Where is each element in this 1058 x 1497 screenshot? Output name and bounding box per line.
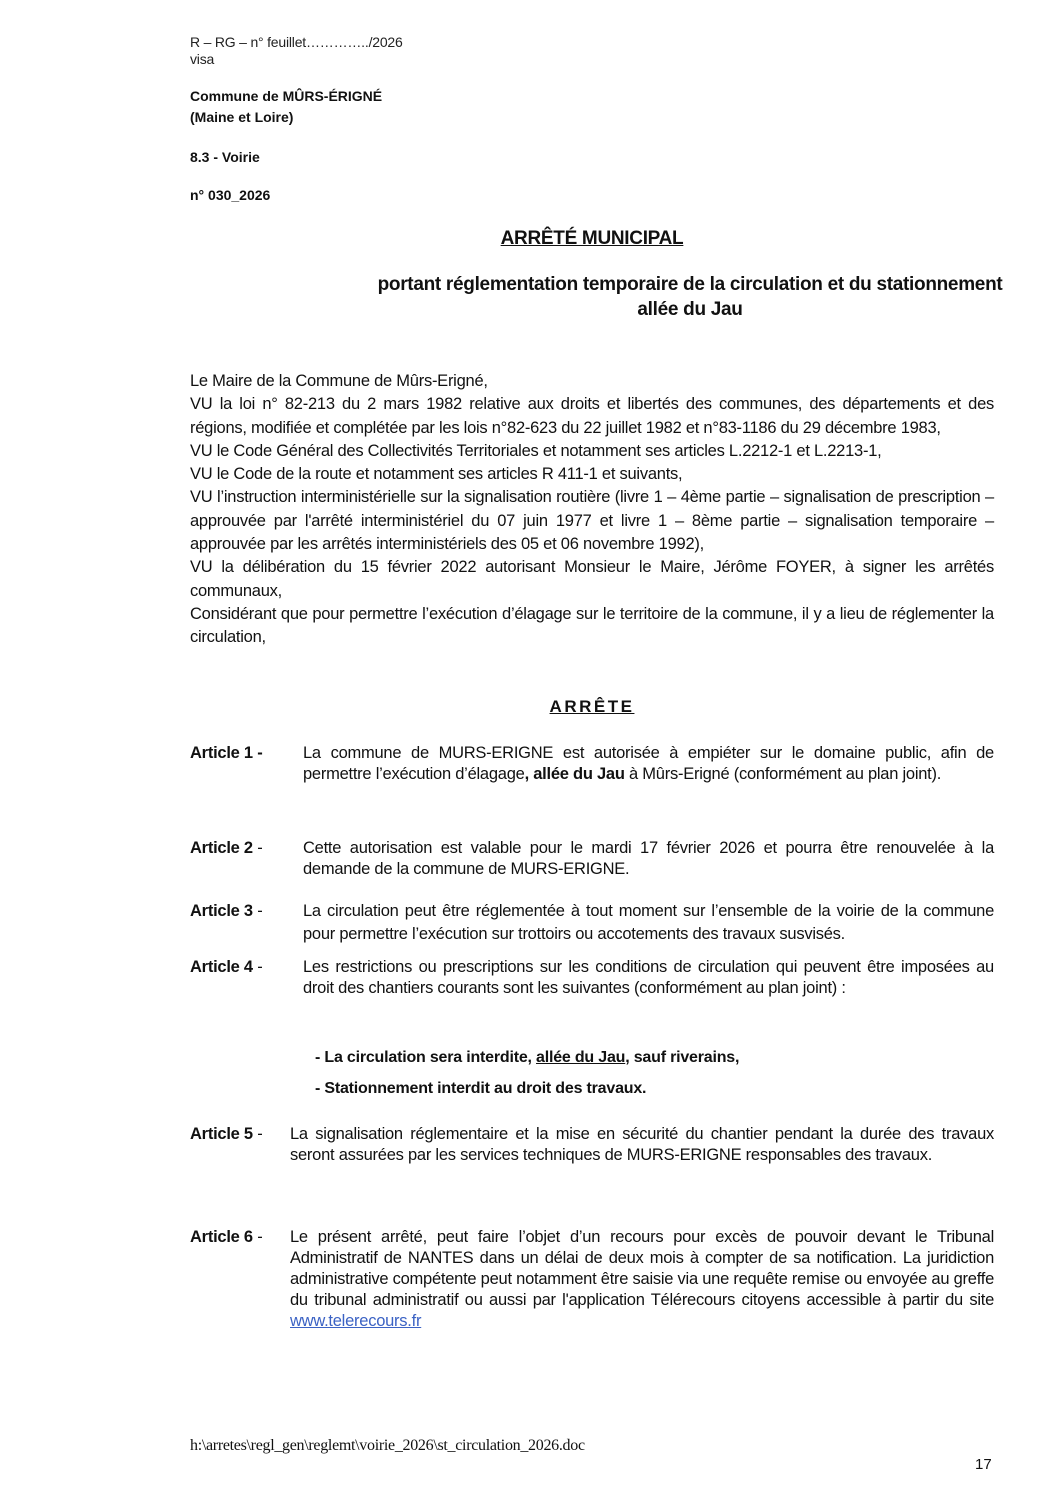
restriction-item	[315, 1049, 739, 1067]
article-text-part: Le présent arrêté, peut faire l’objet d’un recours pour excès de pouvoir devant le Tribunal Administratif de NANTES dans un délai de deux mois à compter de sa notification. La juridiction administrative compétente peut notamment être saisie via une requête remise ou envoyée au greffe du tribunal administratif ou aussi par l'application Télérecours citoyens accessible à partir du site	[290, 1228, 994, 1309]
preamble-line: VU l’instruction interministérielle sur la signalisation routière (livre 1 – 4ème partie – signalisation de prescription – approuvée par l'arrêté interministériel du 07 juin 1977 et livre 1 – 8ème partie – signalisation temporaire – approuvée par les arrêtés interministériels des 05 et 06 novembre 1992),	[190, 488, 994, 554]
article-label-text: Article 6	[190, 1228, 253, 1246]
article-label-text: Article 4	[190, 958, 253, 976]
article-label	[190, 1124, 262, 1145]
restriction-text: - Stationnement interdit au droit des travaux.	[315, 1080, 647, 1097]
subtitle-line-1: portant réglementation temporaire de la circulation et du stationnement	[377, 274, 1003, 295]
article-5	[190, 1124, 994, 1166]
registry-header	[190, 34, 403, 68]
document-subtitle	[190, 272, 1058, 322]
arrete-number: n° 030_2026	[190, 187, 271, 203]
article-label	[190, 838, 262, 859]
article-label	[190, 1227, 262, 1248]
preamble-line: VU le Code de la route et notamment ses articles R 411-1 et suivants,	[190, 465, 683, 484]
preamble	[190, 370, 994, 650]
registry-line: R – RG – n° feuillet…………../2026	[190, 34, 403, 50]
preamble-line: VU la loi n° 82-213 du 2 mars 1982 relative aux droits et libertés des communes, des départements et des régions, modifiée et complétée par les lois n°82-623 du 22 juillet 1982 et n°83-1186 du 29 décembre 1983,	[190, 395, 994, 437]
preamble-line: VU le Code Général des Collectivités Territoriales et notamment ses articles L.2212-1 et L.2213-1,	[190, 441, 882, 460]
article-text-part: La commune de MURS-ERIGNE est autorisée à empiéter sur le domaine public, afin de permettre l’exécution d’élagage	[303, 744, 994, 783]
preamble-line: VU la délibération du 15 février 2022 autorisant Monsieur le Maire, Jérôme FOYER, à signer les arrêtés communaux,	[190, 558, 994, 600]
article-text: Cette autorisation est valable pour le mardi 17 février 2026 et pourra être renouvelée à la demande de la commune de MURS-ERIGNE.	[303, 839, 994, 878]
restriction-text: , sauf riverains,	[625, 1049, 740, 1066]
article-text: La signalisation réglementaire et la mise en sécurité du chantier pendant la durée des travaux seront assurées par les services techniques de MURS-ERIGNE responsables des travaux.	[290, 1125, 994, 1164]
article-label-text: Article 2	[190, 839, 253, 857]
page-number: 17	[975, 1456, 992, 1473]
street-name-bold: , allée du Jau	[524, 765, 625, 783]
commune-block	[190, 86, 382, 128]
article-1	[190, 743, 994, 785]
article-6	[190, 1227, 994, 1332]
article-text-part: à Mûrs-Erigné (conformément au plan joint).	[624, 765, 942, 783]
department-name: (Maine et Loire)	[190, 109, 294, 125]
article-text: La circulation peut être réglementée à tout moment sur l’ensemble de la voirie de la commune pour permettre l’exécution sur trottoirs ou accotements des travaux susvisés.	[303, 902, 994, 943]
arrete-heading: ARRÊTE	[549, 697, 635, 716]
restriction-text: - La circulation sera interdite,	[315, 1049, 537, 1066]
article-text	[303, 743, 994, 785]
article-label-dash: -	[252, 958, 263, 976]
file-path-footer: h:\arretes\regl_gen\reglemt\voirie_2026\st_circulation_2026.doc	[190, 1437, 585, 1454]
article-2	[190, 838, 994, 880]
street-name-underlined: allée du Jau	[536, 1049, 626, 1066]
article-4	[190, 957, 994, 999]
preamble-line: Considérant que pour permettre l’exécution d’élagage sur le territoire de la commune, il y a lieu de réglementer la circulation,	[190, 604, 994, 647]
restriction-item	[315, 1080, 646, 1098]
article-text: Les restrictions ou prescriptions sur les conditions de circulation qui peuvent être imposées au droit des chantiers courants sont les suivantes (conformément au plan joint) :	[303, 958, 994, 997]
visa-label: visa	[190, 51, 215, 67]
article-label-dash: -	[252, 1228, 263, 1246]
article-label-text: Article 3	[190, 902, 253, 920]
category-label: 8.3 - Voirie	[190, 149, 260, 165]
article-label-dash: -	[252, 1125, 263, 1143]
document-title: ARRÊTÉ MUNICIPAL	[500, 228, 684, 249]
article-label-dash: -	[252, 839, 263, 857]
subtitle-line-2: allée du Jau	[637, 299, 743, 320]
article-3	[190, 900, 994, 946]
commune-name: Commune de MÛRS-ÉRIGNÉ	[190, 88, 383, 104]
article-text	[290, 1227, 994, 1332]
article-label: Article 1 -	[190, 744, 263, 762]
article-label-text: Article 5	[190, 1125, 253, 1143]
article-label	[190, 957, 262, 978]
preamble-line: Le Maire de la Commune de Mûrs-Erigné,	[190, 372, 488, 390]
article-label-dash: -	[252, 902, 263, 920]
article-label	[190, 900, 262, 923]
telerecours-link[interactable]: www.telerecours.fr	[290, 1312, 422, 1330]
